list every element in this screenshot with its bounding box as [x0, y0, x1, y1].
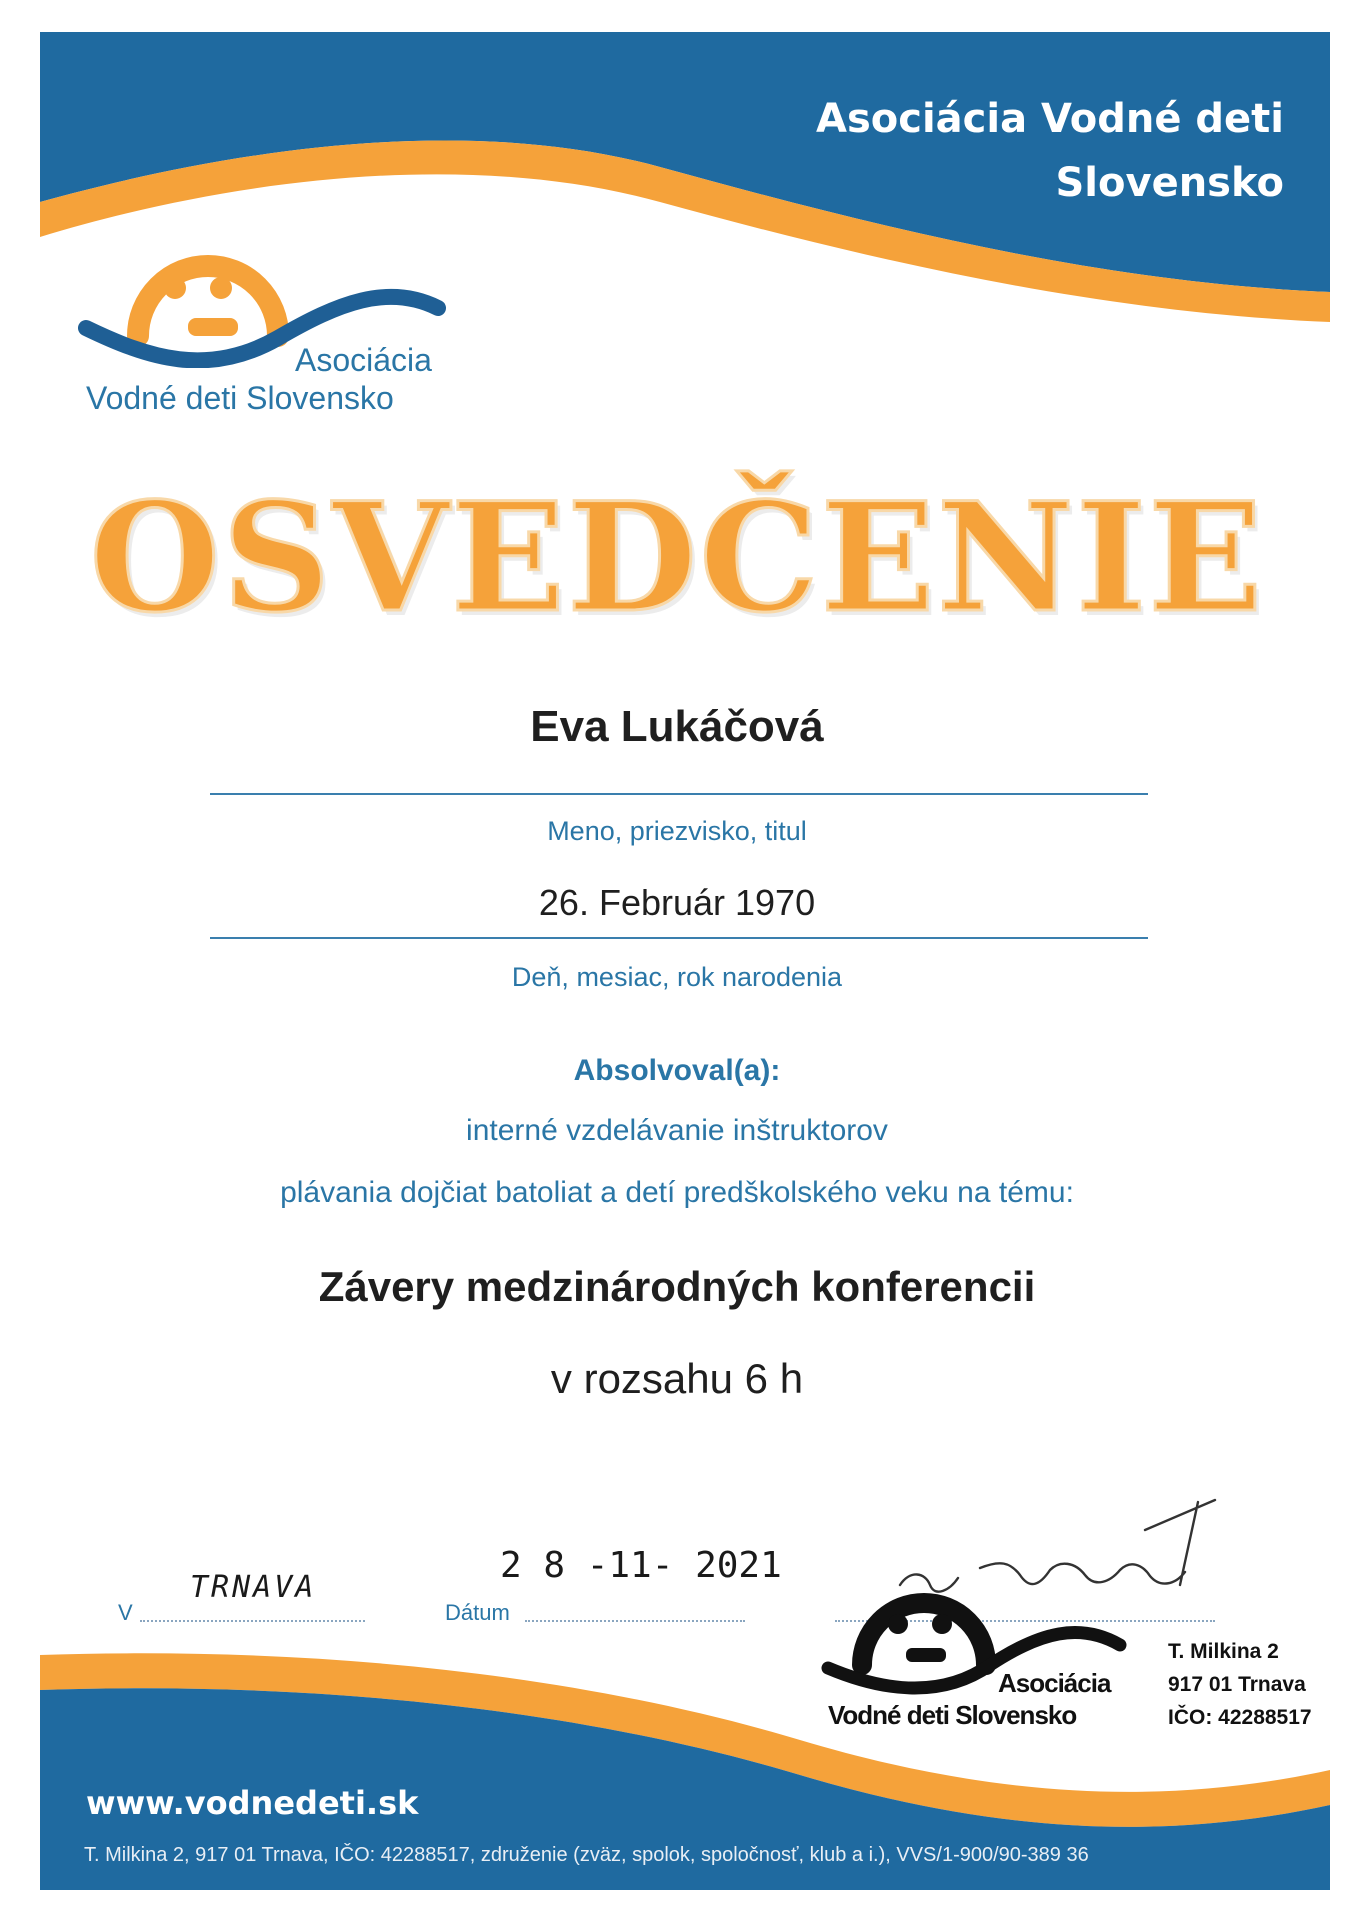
birth-caption: Deň, mesiac, rok narodenia: [511, 962, 843, 992]
course-line2: plávania dojčiat batoliat a detí predškolského veku na tému:: [280, 1176, 1074, 1209]
stamp-line1: Asociácia: [998, 1668, 1111, 1698]
course-topic: Závery medzinárodných konferencii: [318, 1263, 1036, 1310]
logo-line1: Asociácia: [295, 342, 432, 378]
place-handwritten: TRNAVA: [190, 1570, 317, 1605]
stamp-ico: IČO: 42288517: [1168, 1706, 1312, 1729]
stamp-line2: Vodné deti Slovensko: [828, 1700, 1077, 1730]
date-label: Dátum: [445, 1600, 510, 1625]
birth-date: 26. Február 1970: [538, 882, 816, 923]
course-duration: v rozsahu 6 h: [550, 1355, 804, 1402]
footer-address: T. Milkina 2, 917 01 Trnava, IČO: 42288517, združenie (zväz, spolok, spoločnosť, klub a i.), VVS/1-900/90-389 36: [84, 1844, 1089, 1866]
handwritten-signature: [880, 1490, 1220, 1620]
header-org-line2: Slovensko: [1055, 160, 1284, 206]
place-label: V: [118, 1600, 133, 1625]
footer-website: www.vodnedeti.sk: [86, 1784, 419, 1822]
course-heading: Absolvoval(a):: [573, 1054, 781, 1087]
person-name: Eva Lukáčová: [530, 702, 824, 751]
certificate-title: OSVEDČENIE: [89, 470, 1265, 646]
birth-underline: [210, 937, 1148, 939]
header-org-line1: Asociácia Vodné deti: [815, 96, 1284, 142]
stamp-address2: 917 01 Trnava: [1168, 1673, 1306, 1696]
name-caption: Meno, priezvisko, titul: [547, 816, 807, 846]
name-underline: [210, 793, 1148, 795]
logo-line2: Vodné deti Slovensko: [86, 380, 394, 416]
date-stamp-value: 2 8 -11- 2021: [500, 1545, 782, 1586]
stamp-address1: T. Milkina 2: [1168, 1640, 1279, 1663]
course-line1: interné vzdelávanie inštruktorov: [466, 1114, 888, 1147]
